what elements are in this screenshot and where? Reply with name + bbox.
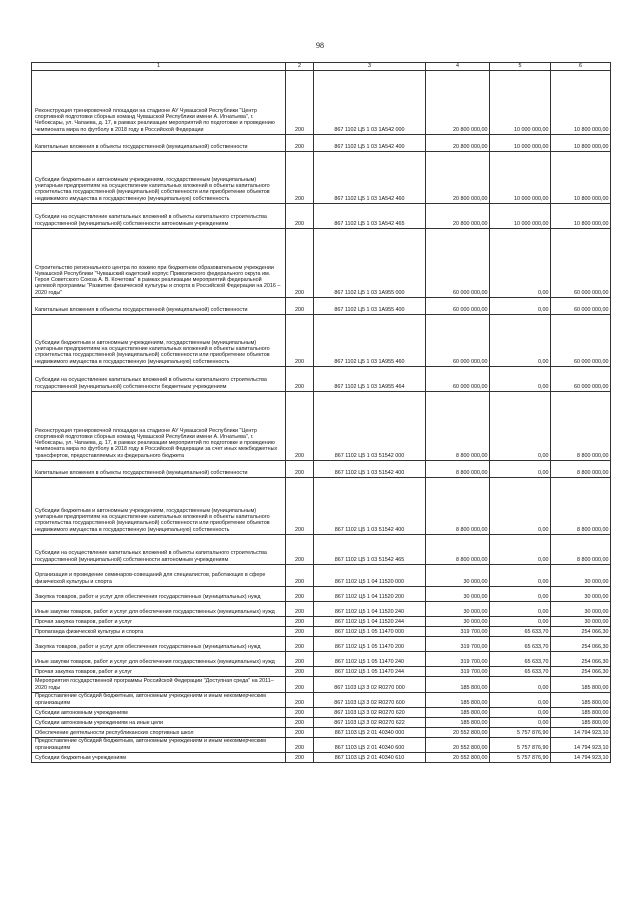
row-amount-executed-cell: 10 000 000,00 [490,135,551,152]
table-row [32,229,611,298]
row-amount-executed-cell: 0,00 [490,535,551,565]
row-amount-remaining-cell: 185 800,00 [551,677,611,693]
row-code-cell: 200 [286,728,314,738]
row-name-cell: Прочая закупка товаров, работ и услуг [32,617,286,627]
row-kbk-cell: 867 1103 Ц5 2 01 40340 000 [314,728,426,738]
row-kbk-cell: 867 1103 Ц3 3 02 R0270 000 [314,677,426,693]
column-header: 2 [286,63,314,71]
row-name-cell: Субсидии бюджетным и автономным учреждениям, государственным (муниципальным) унитарным предприятиям на осуществление капитальных вложений в объекты капитального строительства государственной (муниципальной) собственности или приобретение объектов недвижимого имущества в государственную (муниципальную) собственность [32,315,286,367]
row-amount-total-cell: 8 800 000,00 [426,392,490,461]
row-amount-total-cell: 319 700,00 [426,637,490,652]
column-header: 1 [32,63,286,71]
table-row [32,677,611,693]
row-name-cell: Реконструкция тренировочной площадки на стадионе АУ Чувашской Республики "Центр спортивной подготовки сборных команд Чувашской Республики имени А. Игнатьева", г. Чебоксары, ул. Чапаева, д. 17, в рамках реализации мероприятий по подготовке и проведению чемпионата мира по футболу в 2018 году в Российской Федерации за счет иных межбюджетных трансфертов, предоставляемых из федерального бюджета [32,392,286,461]
row-code-cell: 200 [286,461,314,478]
row-amount-executed-cell: 10 000 000,00 [490,71,551,135]
row-amount-remaining-cell: 10 800 000,00 [551,152,611,204]
row-code-cell: 200 [286,535,314,565]
row-amount-executed-cell: 0,00 [490,617,551,627]
row-amount-total-cell: 60 000 000,00 [426,315,490,367]
row-amount-remaining-cell: 30 000,00 [551,587,611,602]
row-amount-total-cell: 60 000 000,00 [426,298,490,315]
row-code-cell: 200 [286,71,314,135]
row-kbk-cell: 867 1102 Ц5 1 04 11520 000 [314,565,426,587]
table-row [32,627,611,637]
row-kbk-cell: 867 1102 Ц5 1 03 51542 465 [314,535,426,565]
row-kbk-cell: 867 1102 Ц5 1 03 51542 400 [314,461,426,478]
row-amount-executed-cell: 0,00 [490,298,551,315]
row-amount-total-cell: 30 000,00 [426,565,490,587]
budget-table-body [32,63,611,763]
row-name-cell: Капитальные вложения в объекты государственной (муниципальной) собственности [32,135,286,152]
row-amount-executed-cell: 0,00 [490,565,551,587]
table-row [32,461,611,478]
row-code-cell: 200 [286,315,314,367]
row-name-cell: Предоставление субсидий бюджетным, автономным учреждениям и иным некоммерческим организациям [32,693,286,708]
row-amount-remaining-cell: 14 794 923,10 [551,728,611,738]
table-row [32,204,611,229]
row-amount-total-cell: 319 700,00 [426,667,490,677]
row-amount-total-cell: 8 800 000,00 [426,535,490,565]
row-amount-executed-cell: 0,00 [490,677,551,693]
row-name-cell: Субсидии на осуществление капитальных вложений в объекты капитального строительства государственной (муниципальной) собственности автономным учреждениям [32,535,286,565]
row-amount-remaining-cell: 8 800 000,00 [551,461,611,478]
table-row [32,652,611,667]
row-name-cell: Капитальные вложения в объекты государственной (муниципальной) собственности [32,461,286,478]
row-name-cell: Закупка товаров, работ и услуг для обеспечения государственных (муниципальных) нужд [32,587,286,602]
row-kbk-cell: 867 1102 Ц5 1 05 11470 240 [314,652,426,667]
row-code-cell: 200 [286,135,314,152]
page-number: 98 [316,41,324,50]
table-row [32,728,611,738]
row-amount-total-cell: 60 000 000,00 [426,367,490,392]
table-row [32,617,611,627]
row-code-cell: 200 [286,229,314,298]
row-amount-total-cell: 8 800 000,00 [426,478,490,535]
row-kbk-cell: 867 1102 Ц5 1 03 1А955 464 [314,367,426,392]
row-kbk-cell: 867 1103 Ц5 2 01 40340 610 [314,753,426,763]
row-amount-total-cell: 185 800,00 [426,693,490,708]
row-amount-total-cell: 60 000 000,00 [426,229,490,298]
row-code-cell: 200 [286,204,314,229]
row-code-cell: 200 [286,298,314,315]
row-code-cell: 200 [286,718,314,728]
row-amount-total-cell: 185 800,00 [426,718,490,728]
row-code-cell: 200 [286,637,314,652]
row-amount-remaining-cell: 60 000 000,00 [551,229,611,298]
row-kbk-cell: 867 1103 Ц3 3 02 R0270 600 [314,693,426,708]
row-amount-remaining-cell: 8 800 000,00 [551,535,611,565]
row-name-cell: Субсидии бюджетным и автономным учреждениям, государственным (муниципальным) унитарным предприятиям на осуществление капитальных вложений в объекты капитального строительства государственной (муниципальной) собственности или приобретение объектов недвижимого имущества в государственную (муниципальную) собственность [32,152,286,204]
table-row [32,637,611,652]
row-kbk-cell: 867 1103 Ц3 3 02 R0270 620 [314,708,426,718]
row-amount-total-cell: 20 800 000,00 [426,135,490,152]
row-name-cell: Предоставление субсидий бюджетным, автономным учреждениям и иным некоммерческим организациям [32,738,286,753]
table-row [32,565,611,587]
row-amount-total-cell: 20 800 000,00 [426,152,490,204]
row-amount-executed-cell: 0,00 [490,478,551,535]
table-row [32,478,611,535]
row-amount-remaining-cell: 60 000 000,00 [551,367,611,392]
budget-table [31,62,611,763]
row-amount-remaining-cell: 60 000 000,00 [551,315,611,367]
row-amount-executed-cell: 5 757 876,90 [490,728,551,738]
row-amount-remaining-cell: 10 800 000,00 [551,71,611,135]
row-amount-executed-cell: 0,00 [490,587,551,602]
row-name-cell: Субсидии автономным учреждениям [32,708,286,718]
row-amount-remaining-cell: 10 800 000,00 [551,204,611,229]
row-amount-total-cell: 20 552 800,00 [426,753,490,763]
row-amount-executed-cell: 65 633,70 [490,637,551,652]
table-row [32,152,611,204]
row-amount-total-cell: 30 000,00 [426,602,490,617]
row-name-cell: Капитальные вложения в объекты государственной (муниципальной) собственности [32,298,286,315]
row-amount-remaining-cell: 254 066,30 [551,667,611,677]
row-amount-remaining-cell: 60 000 000,00 [551,298,611,315]
row-code-cell: 200 [286,708,314,718]
row-amount-executed-cell: 10 000 000,00 [490,204,551,229]
row-name-cell: Мероприятия государственной программы Российской Федерации "Доступная среда" на 2011–2020 годы [32,677,286,693]
row-name-cell: Иные закупки товаров, работ и услуг для обеспечения государственных (муниципальных) нужд [32,652,286,667]
table-row [32,298,611,315]
row-amount-remaining-cell: 185 800,00 [551,693,611,708]
row-kbk-cell: 867 1102 Ц5 1 03 51542 400 [314,478,426,535]
table-row [32,693,611,708]
column-header: 5 [490,63,551,71]
table-row [32,718,611,728]
table-row [32,587,611,602]
row-kbk-cell: 867 1102 Ц5 1 05 11470 200 [314,637,426,652]
row-kbk-cell: 867 1102 Ц5 1 03 1А542 465 [314,204,426,229]
row-name-cell: Иные закупки товаров, работ и услуг для обеспечения государственных (муниципальных) нужд [32,602,286,617]
row-code-cell: 200 [286,587,314,602]
row-name-cell: Субсидии автономным учреждениям на иные цели [32,718,286,728]
row-amount-total-cell: 30 000,00 [426,587,490,602]
row-name-cell: Закупка товаров, работ и услуг для обеспечения государственных (муниципальных) нужд [32,637,286,652]
row-name-cell: Субсидии бюджетным учреждениям [32,753,286,763]
row-amount-remaining-cell: 254 066,30 [551,627,611,637]
row-amount-total-cell: 319 700,00 [426,627,490,637]
row-amount-remaining-cell: 30 000,00 [551,617,611,627]
row-kbk-cell: 867 1102 Ц5 1 04 11520 244 [314,617,426,627]
row-amount-total-cell: 20 552 800,00 [426,728,490,738]
row-amount-executed-cell: 0,00 [490,461,551,478]
column-header: 6 [551,63,611,71]
row-kbk-cell: 867 1102 Ц5 1 03 1А542 400 [314,135,426,152]
row-amount-total-cell: 8 800 000,00 [426,461,490,478]
row-amount-executed-cell: 0,00 [490,392,551,461]
table-row [32,738,611,753]
row-amount-executed-cell: 10 000 000,00 [490,152,551,204]
row-amount-total-cell: 185 800,00 [426,677,490,693]
row-kbk-cell: 867 1102 Ц5 1 03 1А955 460 [314,315,426,367]
table-row [32,602,611,617]
column-header-row [32,63,611,71]
row-amount-total-cell: 20 800 000,00 [426,204,490,229]
row-code-cell: 200 [286,392,314,461]
row-name-cell: Реконструкция тренировочной площадки на стадионе АУ Чувашской Республики "Центр спортивной подготовки сборных команд Чувашской Республики имени А. Игнатьева", г. Чебоксары, ул. Чапаева, д. 17, в рамках реализации мероприятий по подготовке и проведению чемпионата мира по футболу в 2018 году в Российской Федерации [32,71,286,135]
table-row [32,708,611,718]
row-amount-remaining-cell: 14 794 923,10 [551,738,611,753]
row-code-cell: 200 [286,152,314,204]
row-amount-remaining-cell: 185 800,00 [551,718,611,728]
column-header: 3 [314,63,426,71]
row-kbk-cell: 867 1103 Ц5 2 01 40340 600 [314,738,426,753]
row-amount-remaining-cell: 14 794 923,10 [551,753,611,763]
row-name-cell: Субсидии на осуществление капитальных вложений в объекты капитального строительства государственной (муниципальной) собственности бюджетным учреждениям [32,367,286,392]
table-row [32,535,611,565]
row-code-cell: 200 [286,565,314,587]
row-name-cell: Организация и проведение семинаров-совещаний для специалистов, работающих в сфере физической культуры и спорта [32,565,286,587]
table-row [32,367,611,392]
row-code-cell: 200 [286,753,314,763]
row-amount-executed-cell: 5 757 876,90 [490,738,551,753]
row-code-cell: 200 [286,652,314,667]
row-code-cell: 200 [286,677,314,693]
row-kbk-cell: 867 1102 Ц5 1 04 11520 200 [314,587,426,602]
row-amount-executed-cell: 65 633,70 [490,652,551,667]
row-code-cell: 200 [286,602,314,617]
row-amount-remaining-cell: 8 800 000,00 [551,478,611,535]
row-code-cell: 200 [286,667,314,677]
table-row [32,392,611,461]
row-kbk-cell: 867 1103 Ц3 3 02 R0270 622 [314,718,426,728]
row-amount-remaining-cell: 8 800 000,00 [551,392,611,461]
row-kbk-cell: 867 1102 Ц5 1 03 1А955 400 [314,298,426,315]
table-row [32,71,611,135]
row-amount-remaining-cell: 10 800 000,00 [551,135,611,152]
row-amount-remaining-cell: 254 066,30 [551,652,611,667]
row-amount-executed-cell: 5 757 876,90 [490,753,551,763]
row-amount-total-cell: 20 552 800,00 [426,738,490,753]
row-name-cell: Строительство регионального центра по хоккею при бюджетном образовательном учреждении Чувашской Республики "Чувашский кадетский корпус Приволжского федерального округа им. Героя Советского Союза А. В. Кочетова" в рамках реализации мероприятий федеральной целевой программы "Развитие физической культуры и спорта в Российской Федерации на 2016 – 2020 годы" [32,229,286,298]
row-amount-remaining-cell: 30 000,00 [551,602,611,617]
row-code-cell: 200 [286,738,314,753]
row-amount-total-cell: 20 800 000,00 [426,71,490,135]
row-kbk-cell: 867 1102 Ц5 1 03 51542 000 [314,392,426,461]
row-amount-total-cell: 30 000,00 [426,617,490,627]
row-kbk-cell: 867 1102 Ц5 1 04 11520 240 [314,602,426,617]
row-name-cell: Субсидии бюджетным и автономным учреждениям, государственным (муниципальным) унитарным предприятиям на осуществление капитальных вложений в объекты капитального строительства государственной (муниципальной) собственности или приобретение объектов недвижимого имущества в государственную (муниципальную) собственность [32,478,286,535]
row-kbk-cell: 867 1102 Ц5 1 03 1А955 000 [314,229,426,298]
row-amount-executed-cell: 0,00 [490,229,551,298]
row-amount-executed-cell: 0,00 [490,718,551,728]
row-amount-total-cell: 185 800,00 [426,708,490,718]
row-code-cell: 200 [286,617,314,627]
row-amount-executed-cell: 0,00 [490,693,551,708]
row-amount-remaining-cell: 30 000,00 [551,565,611,587]
row-kbk-cell: 867 1102 Ц5 1 05 11470 000 [314,627,426,637]
table-row [32,667,611,677]
row-kbk-cell: 867 1102 Ц5 1 03 1А542 460 [314,152,426,204]
row-code-cell: 200 [286,693,314,708]
column-header: 4 [426,63,490,71]
row-amount-remaining-cell: 185 800,00 [551,708,611,718]
row-code-cell: 200 [286,367,314,392]
row-kbk-cell: 867 1102 Ц5 1 03 1А542 000 [314,71,426,135]
row-amount-total-cell: 319 700,00 [426,652,490,667]
row-amount-executed-cell: 65 633,70 [490,627,551,637]
row-name-cell: Субсидии на осуществление капитальных вложений в объекты капитального строительства государственной (муниципальной) собственности автономным учреждениям [32,204,286,229]
table-row [32,753,611,763]
row-name-cell: Обеспечение деятельности республиканских спортивных школ [32,728,286,738]
row-name-cell: Пропаганда физической культуры и спорта [32,627,286,637]
row-amount-executed-cell: 0,00 [490,602,551,617]
row-amount-remaining-cell: 254 066,30 [551,637,611,652]
row-amount-executed-cell: 65 633,70 [490,667,551,677]
table-row [32,315,611,367]
row-amount-executed-cell: 0,00 [490,315,551,367]
row-amount-executed-cell: 0,00 [490,367,551,392]
row-code-cell: 200 [286,627,314,637]
row-name-cell: Прочая закупка товаров, работ и услуг [32,667,286,677]
table-row [32,135,611,152]
row-amount-executed-cell: 0,00 [490,708,551,718]
row-code-cell: 200 [286,478,314,535]
row-kbk-cell: 867 1102 Ц5 1 05 11470 244 [314,667,426,677]
